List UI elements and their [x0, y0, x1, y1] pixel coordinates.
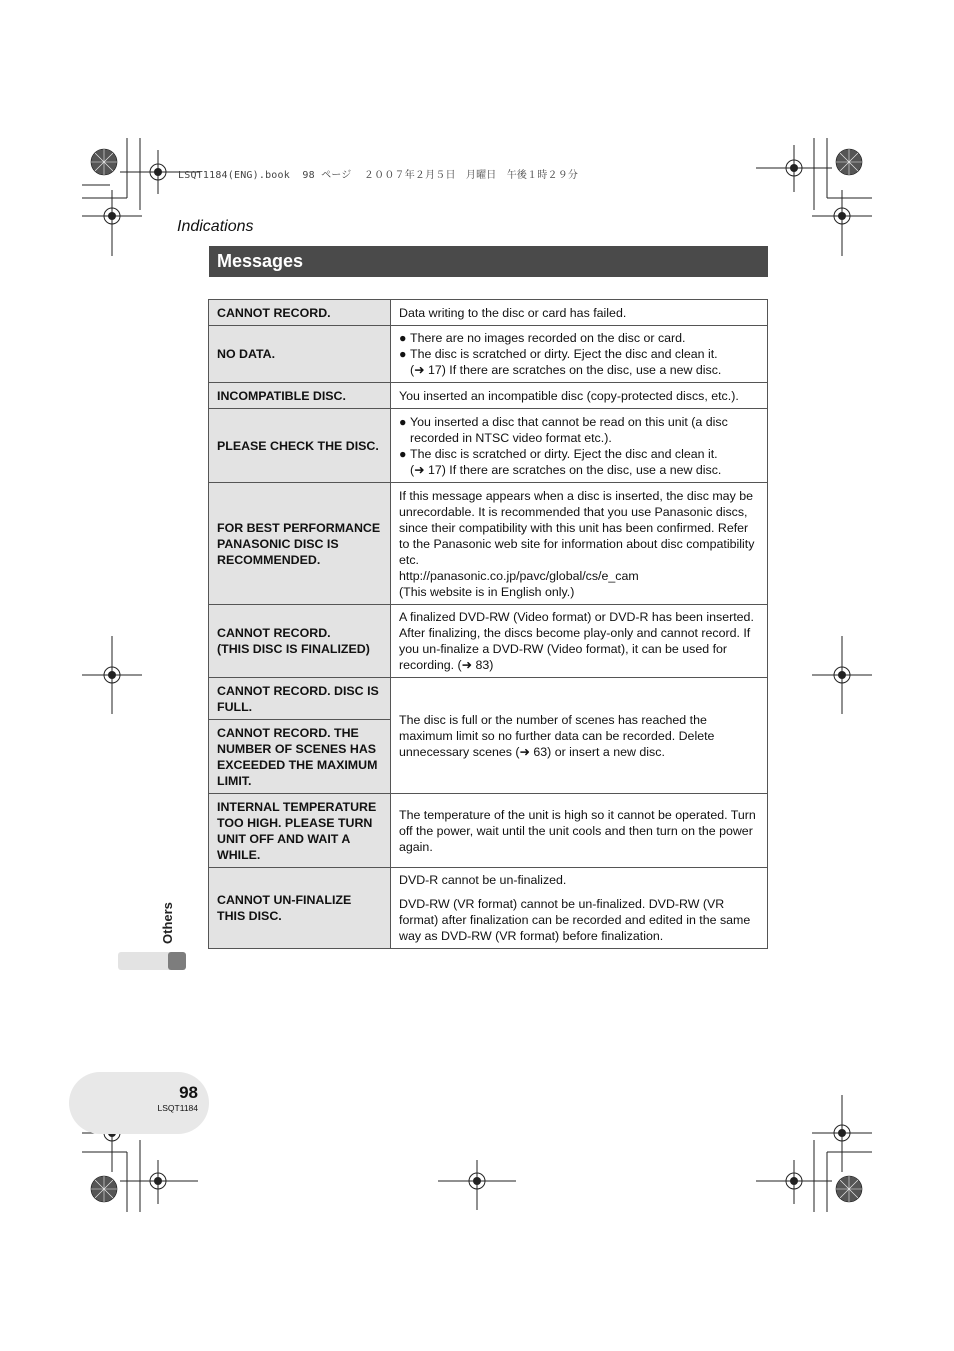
message-cell: PLEASE CHECK THE DISC.	[209, 409, 391, 483]
description-cell: A finalized DVD-RW (Video format) or DVD-R has been inserted. After finalizing, the discs become play-only and cannot record. If you un-finalize a DVD-RW (Video format), it can be used for recording. (➜ 83)	[391, 605, 768, 678]
side-tab-marker	[118, 952, 174, 970]
table-row	[209, 383, 768, 409]
message-cell: FOR BEST PERFORMANCE PANASONIC DISC IS RECOMMENDED.	[209, 483, 391, 605]
table-row	[209, 409, 768, 483]
message-cell: CANNOT RECORD.	[209, 300, 391, 326]
description-cell: ● There are no images recorded on the disc or card. ● The disc is scratched or dirty. Eject the disc and clean it. (➜ 17) If there are scratches on the disc, use a new disc.	[391, 326, 768, 383]
description-cell: If this message appears when a disc is inserted, the disc may be unrecordable. It is recommended that you use Panasonic discs, since their compatibility with this unit has been confirmed. Refer to the Panasonic web site for information about disc compatibility etc. http://panasonic.co.jp/pavc/global/cs/e_cam (This website is in English only.)	[391, 483, 768, 605]
bullet-icon: ●	[399, 414, 407, 429]
table-row	[209, 605, 768, 678]
print-header: LSQT1184(ENG).book 98 ページ ２００７年２月５日 月曜日 午後１時２９分	[178, 170, 579, 181]
table-row	[209, 483, 768, 605]
message-cell: INTERNAL TEMPERATURE TOO HIGH. PLEASE TURN UNIT OFF AND WAIT A WHILE.	[209, 794, 391, 868]
section-label: Indications	[177, 218, 254, 235]
message-cell: CANNOT RECORD. THE NUMBER OF SCENES HAS EXCEEDED THE MAXIMUM LIMIT.	[209, 720, 391, 794]
message-cell: CANNOT UN-FINALIZE THIS DISC.	[209, 868, 391, 949]
page-title: Messages	[209, 246, 768, 277]
message-cell: INCOMPATIBLE DISC.	[209, 383, 391, 409]
message-cell: CANNOT RECORD. DISC IS FULL.	[209, 678, 391, 720]
message-cell: NO DATA.	[209, 326, 391, 383]
table-row	[209, 678, 768, 720]
side-tab-label: Others	[160, 902, 175, 944]
messages-table	[208, 299, 768, 949]
description-cell: You inserted an incompatible disc (copy-protected discs, etc.).	[391, 383, 768, 409]
website-url: http://panasonic.co.jp/pavc/global/cs/e_cam	[399, 568, 639, 583]
description-cell: DVD-R cannot be un-finalized. DVD-RW (VR format) cannot be un-finalized. DVD-RW (VR format) after finalization can be recorded and edited in the same way as DVD-RW (VR format) before finalization.	[391, 868, 768, 949]
side-tab-marker-active	[168, 952, 186, 970]
message-cell: CANNOT RECORD. (THIS DISC IS FINALIZED)	[209, 605, 391, 678]
page-number: 98	[179, 1083, 198, 1102]
reference-note: (➜ 17) If there are scratches on the disc, use a new disc.	[410, 363, 722, 377]
bullet-icon: ●	[399, 446, 407, 461]
bullet-icon: ●	[399, 331, 407, 345]
table-row	[209, 794, 768, 868]
description-cell: The temperature of the unit is high so it cannot be operated. Turn off the power, wait until the unit cools and then turn on the power again.	[391, 794, 768, 868]
description-cell: The disc is full or the number of scenes has reached the maximum limit so no further data can be recorded. Delete unnecessary scenes (➜ 63) or insert a new disc.	[391, 678, 768, 794]
table-row	[209, 300, 768, 326]
table-row	[209, 868, 768, 949]
description-cell: Data writing to the disc or card has failed.	[391, 300, 768, 326]
description-cell: ● You inserted a disc that cannot be read on this unit (a disc recorded in NTSC video format etc.). ● The disc is scratched or dirty. Eject the disc and clean it. (➜ 17) If there are scratches on the disc, use a new disc.	[391, 409, 768, 483]
reference-note: (➜ 17) If there are scratches on the disc, use a new disc.	[410, 462, 722, 477]
document-code: LSQT1184	[157, 1103, 198, 1113]
bullet-icon: ●	[399, 347, 407, 361]
table-row	[209, 326, 768, 383]
